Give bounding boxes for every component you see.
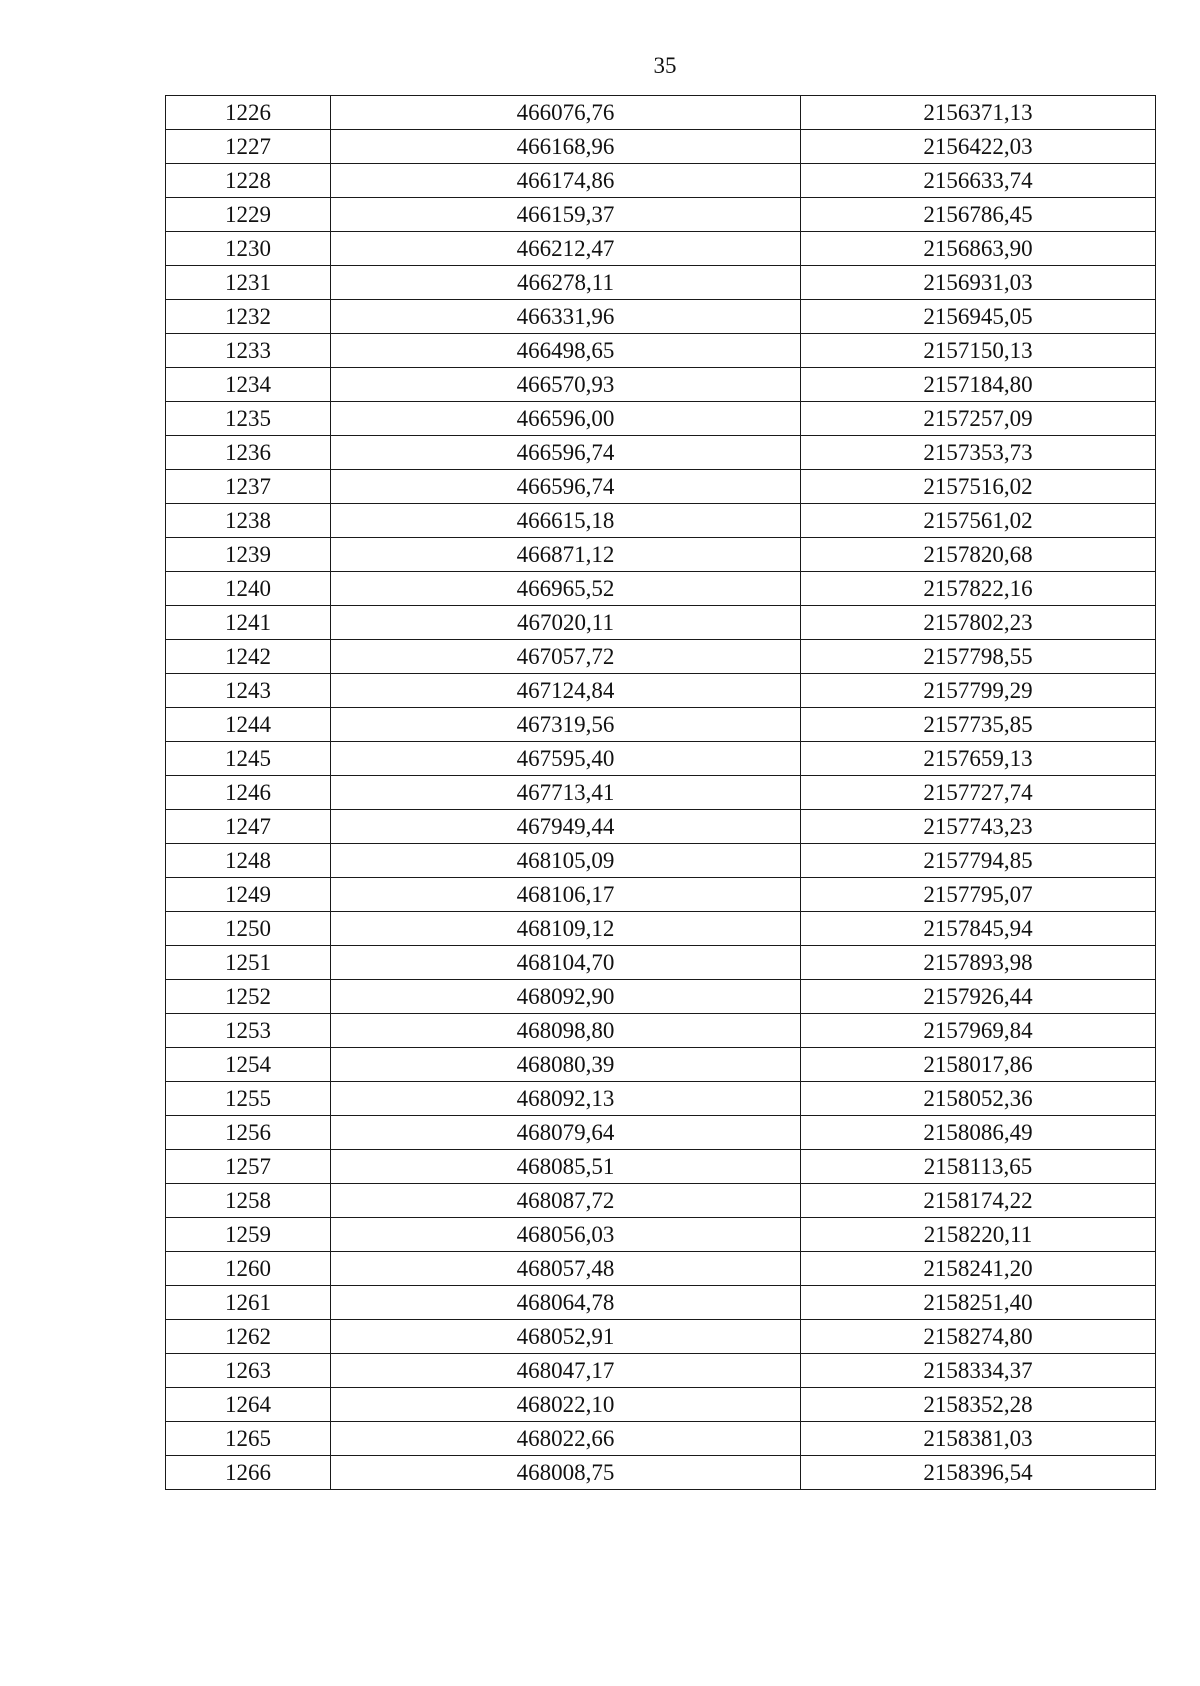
table-row xyxy=(166,538,1156,572)
y-coordinate-cell: 2158113,65 xyxy=(801,1150,1156,1184)
x-coordinate-cell: 467595,40 xyxy=(331,742,801,776)
point-number-cell: 1245 xyxy=(166,742,331,776)
x-coordinate-cell: 466331,96 xyxy=(331,300,801,334)
point-number-cell: 1235 xyxy=(166,402,331,436)
table-row xyxy=(166,1048,1156,1082)
y-coordinate-cell: 2158017,86 xyxy=(801,1048,1156,1082)
y-coordinate-cell: 2156931,03 xyxy=(801,266,1156,300)
y-coordinate-cell: 2157794,85 xyxy=(801,844,1156,878)
y-coordinate-cell: 2158274,80 xyxy=(801,1320,1156,1354)
table-row xyxy=(166,640,1156,674)
point-number-cell: 1262 xyxy=(166,1320,331,1354)
point-number-cell: 1239 xyxy=(166,538,331,572)
table-row xyxy=(166,674,1156,708)
coordinates-table-body xyxy=(166,96,1156,1490)
x-coordinate-cell: 468052,91 xyxy=(331,1320,801,1354)
x-coordinate-cell: 466212,47 xyxy=(331,232,801,266)
point-number-cell: 1243 xyxy=(166,674,331,708)
point-number-cell: 1231 xyxy=(166,266,331,300)
table-row xyxy=(166,572,1156,606)
point-number-cell: 1226 xyxy=(166,96,331,130)
point-number-cell: 1252 xyxy=(166,980,331,1014)
point-number-cell: 1237 xyxy=(166,470,331,504)
x-coordinate-cell: 468105,09 xyxy=(331,844,801,878)
y-coordinate-cell: 2157743,23 xyxy=(801,810,1156,844)
x-coordinate-cell: 466871,12 xyxy=(331,538,801,572)
y-coordinate-cell: 2158052,36 xyxy=(801,1082,1156,1116)
table-row xyxy=(166,130,1156,164)
table-row xyxy=(166,742,1156,776)
x-coordinate-cell: 466168,96 xyxy=(331,130,801,164)
y-coordinate-cell: 2158352,28 xyxy=(801,1388,1156,1422)
table-row xyxy=(166,980,1156,1014)
x-coordinate-cell: 466596,74 xyxy=(331,470,801,504)
x-coordinate-cell: 466076,76 xyxy=(331,96,801,130)
point-number-cell: 1227 xyxy=(166,130,331,164)
point-number-cell: 1249 xyxy=(166,878,331,912)
y-coordinate-cell: 2158396,54 xyxy=(801,1456,1156,1490)
y-coordinate-cell: 2158381,03 xyxy=(801,1422,1156,1456)
point-number-cell: 1250 xyxy=(166,912,331,946)
y-coordinate-cell: 2157799,29 xyxy=(801,674,1156,708)
table-row xyxy=(166,1252,1156,1286)
table-row xyxy=(166,198,1156,232)
point-number-cell: 1257 xyxy=(166,1150,331,1184)
x-coordinate-cell: 468080,39 xyxy=(331,1048,801,1082)
y-coordinate-cell: 2158251,40 xyxy=(801,1286,1156,1320)
y-coordinate-cell: 2156786,45 xyxy=(801,198,1156,232)
point-number-cell: 1242 xyxy=(166,640,331,674)
y-coordinate-cell: 2157822,16 xyxy=(801,572,1156,606)
y-coordinate-cell: 2156633,74 xyxy=(801,164,1156,198)
table-row xyxy=(166,1422,1156,1456)
x-coordinate-cell: 468098,80 xyxy=(331,1014,801,1048)
table-row xyxy=(166,946,1156,980)
table-row xyxy=(166,1014,1156,1048)
x-coordinate-cell: 468064,78 xyxy=(331,1286,801,1320)
table-row xyxy=(166,334,1156,368)
table-row xyxy=(166,1286,1156,1320)
point-number-cell: 1259 xyxy=(166,1218,331,1252)
x-coordinate-cell: 468056,03 xyxy=(331,1218,801,1252)
y-coordinate-cell: 2157727,74 xyxy=(801,776,1156,810)
y-coordinate-cell: 2157735,85 xyxy=(801,708,1156,742)
table-row xyxy=(166,232,1156,266)
x-coordinate-cell: 466965,52 xyxy=(331,572,801,606)
y-coordinate-cell: 2157798,55 xyxy=(801,640,1156,674)
point-number-cell: 1247 xyxy=(166,810,331,844)
table-row xyxy=(166,1456,1156,1490)
point-number-cell: 1229 xyxy=(166,198,331,232)
point-number-cell: 1254 xyxy=(166,1048,331,1082)
y-coordinate-cell: 2157353,73 xyxy=(801,436,1156,470)
x-coordinate-cell: 468022,10 xyxy=(331,1388,801,1422)
table-row xyxy=(166,844,1156,878)
point-number-cell: 1265 xyxy=(166,1422,331,1456)
x-coordinate-cell: 468087,72 xyxy=(331,1184,801,1218)
x-coordinate-cell: 466159,37 xyxy=(331,198,801,232)
table-row xyxy=(166,708,1156,742)
table-row xyxy=(166,912,1156,946)
y-coordinate-cell: 2157184,80 xyxy=(801,368,1156,402)
point-number-cell: 1246 xyxy=(166,776,331,810)
table-row xyxy=(166,368,1156,402)
y-coordinate-cell: 2158174,22 xyxy=(801,1184,1156,1218)
table-row xyxy=(166,1388,1156,1422)
y-coordinate-cell: 2156422,03 xyxy=(801,130,1156,164)
y-coordinate-cell: 2157893,98 xyxy=(801,946,1156,980)
x-coordinate-cell: 468085,51 xyxy=(331,1150,801,1184)
table-row xyxy=(166,1150,1156,1184)
y-coordinate-cell: 2158220,11 xyxy=(801,1218,1156,1252)
y-coordinate-cell: 2157516,02 xyxy=(801,470,1156,504)
x-coordinate-cell: 466596,00 xyxy=(331,402,801,436)
y-coordinate-cell: 2156371,13 xyxy=(801,96,1156,130)
table-row xyxy=(166,1320,1156,1354)
x-coordinate-cell: 467124,84 xyxy=(331,674,801,708)
table-row xyxy=(166,1116,1156,1150)
x-coordinate-cell: 468104,70 xyxy=(331,946,801,980)
x-coordinate-cell: 467713,41 xyxy=(331,776,801,810)
point-number-cell: 1260 xyxy=(166,1252,331,1286)
point-number-cell: 1253 xyxy=(166,1014,331,1048)
point-number-cell: 1241 xyxy=(166,606,331,640)
x-coordinate-cell: 468057,48 xyxy=(331,1252,801,1286)
point-number-cell: 1248 xyxy=(166,844,331,878)
point-number-cell: 1233 xyxy=(166,334,331,368)
table-row xyxy=(166,776,1156,810)
point-number-cell: 1264 xyxy=(166,1388,331,1422)
x-coordinate-cell: 466615,18 xyxy=(331,504,801,538)
x-coordinate-cell: 468092,13 xyxy=(331,1082,801,1116)
y-coordinate-cell: 2158334,37 xyxy=(801,1354,1156,1388)
table-row xyxy=(166,436,1156,470)
point-number-cell: 1263 xyxy=(166,1354,331,1388)
x-coordinate-cell: 468106,17 xyxy=(331,878,801,912)
point-number-cell: 1228 xyxy=(166,164,331,198)
x-coordinate-cell: 467319,56 xyxy=(331,708,801,742)
table-row xyxy=(166,504,1156,538)
x-coordinate-cell: 468079,64 xyxy=(331,1116,801,1150)
x-coordinate-cell: 468092,90 xyxy=(331,980,801,1014)
table-row xyxy=(166,402,1156,436)
coordinates-table xyxy=(165,95,1156,1490)
table-row xyxy=(166,164,1156,198)
table-row xyxy=(166,1082,1156,1116)
y-coordinate-cell: 2157795,07 xyxy=(801,878,1156,912)
y-coordinate-cell: 2158086,49 xyxy=(801,1116,1156,1150)
y-coordinate-cell: 2157150,13 xyxy=(801,334,1156,368)
y-coordinate-cell: 2157845,94 xyxy=(801,912,1156,946)
x-coordinate-cell: 466278,11 xyxy=(331,266,801,300)
y-coordinate-cell: 2157926,44 xyxy=(801,980,1156,1014)
table-row xyxy=(166,1354,1156,1388)
point-number-cell: 1251 xyxy=(166,946,331,980)
table-row xyxy=(166,266,1156,300)
point-number-cell: 1261 xyxy=(166,1286,331,1320)
x-coordinate-cell: 467020,11 xyxy=(331,606,801,640)
table-row xyxy=(166,300,1156,334)
x-coordinate-cell: 467057,72 xyxy=(331,640,801,674)
point-number-cell: 1238 xyxy=(166,504,331,538)
table-row xyxy=(166,470,1156,504)
x-coordinate-cell: 466596,74 xyxy=(331,436,801,470)
point-number-cell: 1232 xyxy=(166,300,331,334)
table-row xyxy=(166,878,1156,912)
x-coordinate-cell: 467949,44 xyxy=(331,810,801,844)
point-number-cell: 1230 xyxy=(166,232,331,266)
table-row xyxy=(166,1184,1156,1218)
point-number-cell: 1240 xyxy=(166,572,331,606)
x-coordinate-cell: 466570,93 xyxy=(331,368,801,402)
y-coordinate-cell: 2156863,90 xyxy=(801,232,1156,266)
point-number-cell: 1256 xyxy=(166,1116,331,1150)
table-row xyxy=(166,810,1156,844)
point-number-cell: 1244 xyxy=(166,708,331,742)
y-coordinate-cell: 2156945,05 xyxy=(801,300,1156,334)
y-coordinate-cell: 2157802,23 xyxy=(801,606,1156,640)
y-coordinate-cell: 2157969,84 xyxy=(801,1014,1156,1048)
x-coordinate-cell: 468022,66 xyxy=(331,1422,801,1456)
point-number-cell: 1234 xyxy=(166,368,331,402)
x-coordinate-cell: 468047,17 xyxy=(331,1354,801,1388)
x-coordinate-cell: 468008,75 xyxy=(331,1456,801,1490)
y-coordinate-cell: 2157561,02 xyxy=(801,504,1156,538)
point-number-cell: 1236 xyxy=(166,436,331,470)
x-coordinate-cell: 466498,65 xyxy=(331,334,801,368)
point-number-cell: 1255 xyxy=(166,1082,331,1116)
y-coordinate-cell: 2158241,20 xyxy=(801,1252,1156,1286)
point-number-cell: 1258 xyxy=(166,1184,331,1218)
table-row xyxy=(166,96,1156,130)
x-coordinate-cell: 466174,86 xyxy=(331,164,801,198)
x-coordinate-cell: 468109,12 xyxy=(331,912,801,946)
table-row xyxy=(166,606,1156,640)
table-row xyxy=(166,1218,1156,1252)
page-number: 35 xyxy=(653,53,677,78)
y-coordinate-cell: 2157257,09 xyxy=(801,402,1156,436)
y-coordinate-cell: 2157659,13 xyxy=(801,742,1156,776)
y-coordinate-cell: 2157820,68 xyxy=(801,538,1156,572)
point-number-cell: 1266 xyxy=(166,1456,331,1490)
